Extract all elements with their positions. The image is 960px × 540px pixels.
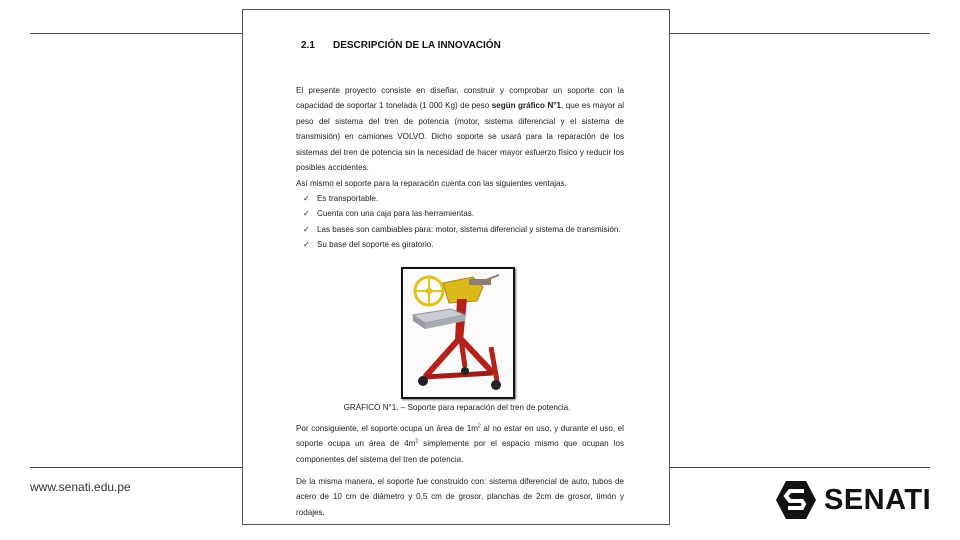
check-icon: ✓ bbox=[303, 194, 310, 203]
list-item bbox=[303, 206, 624, 221]
list-item-text: Cuenta con una caja para las herramientas. bbox=[317, 209, 475, 219]
paragraph-area-text-a: Por consiguiente, el soporte ocupa un área de 1m bbox=[296, 424, 479, 433]
check-icon: ✓ bbox=[303, 209, 310, 219]
advantages-list bbox=[303, 191, 624, 253]
check-icon: ✓ bbox=[303, 224, 310, 234]
figure-caption: GRÁFICO N°1. – Soporte para reparación del tren de potencia. bbox=[343, 403, 571, 412]
list-item bbox=[303, 191, 624, 206]
list-item-text: Es transportable. bbox=[317, 194, 379, 203]
senati-logo-icon bbox=[776, 481, 816, 519]
logo-text: SENATI bbox=[824, 484, 932, 516]
list-item-text: Su base del soporte es giratorio. bbox=[317, 240, 434, 250]
support-stand-photo bbox=[401, 267, 515, 399]
footer-url[interactable]: www.senati.edu.pe bbox=[30, 480, 131, 494]
paragraph-area-text-c: simplemente por el espacio mismo que ocupan los componentes del sistema del tren de potencia. bbox=[296, 439, 624, 464]
section-title: DESCRIPCIÓN DE LA INNOVACIÓN bbox=[333, 40, 501, 51]
paragraph-intro bbox=[296, 83, 624, 175]
superscript: 2 bbox=[415, 438, 419, 445]
paragraph-advantages-intro: Así mismo el soporte para la reparación cuenta con las siguientes ventajas. bbox=[296, 179, 567, 188]
paragraph-materials: De la misma manera, el soporte fue construido con: sistema diferencial de auto, tubos de acero de 10 cm de diámetro y 0,5 cm de grosor, planchas de 2cm de grosor, timón y rodajes. bbox=[296, 477, 624, 517]
paragraph-area-text-b: al no estar en uso, y durante el uso, el soporte ocupa un área de 4m bbox=[296, 424, 624, 449]
senati-logo bbox=[776, 481, 931, 519]
section-heading bbox=[301, 40, 501, 51]
paragraph-intro-text-b: , que es mayor al peso del sistema del tren de potencia (motor, sistema diferencial y el sistema de transmisión) en camiones VOLVO. Dicho soporte se usará para la reparación de los sistemas del tren de potencia sin la necesidad de hacer mayor esfuerzo físico y reducir los posibles accidentes. bbox=[296, 101, 624, 173]
list-item-text: Las bases son cambiables para: motor, sistema diferencial y sistema de transmisión. bbox=[317, 224, 621, 234]
section-number: 2.1 bbox=[301, 40, 315, 51]
paragraph-area bbox=[296, 421, 624, 467]
paragraph-intro-text-a: El presente proyecto consiste en diseñar, construir y comprobar un soporte con la capacidad de soportar 1 tonelada (1 000 Kg) de peso bbox=[296, 86, 624, 111]
check-icon: ✓ bbox=[303, 240, 310, 250]
list-item bbox=[303, 222, 624, 237]
list-item bbox=[303, 237, 624, 252]
repair-stand-illustration bbox=[403, 269, 513, 397]
figure-reference: según gráfico N°1 bbox=[491, 101, 562, 111]
document-page bbox=[242, 9, 670, 525]
superscript: 2 bbox=[478, 423, 481, 430]
